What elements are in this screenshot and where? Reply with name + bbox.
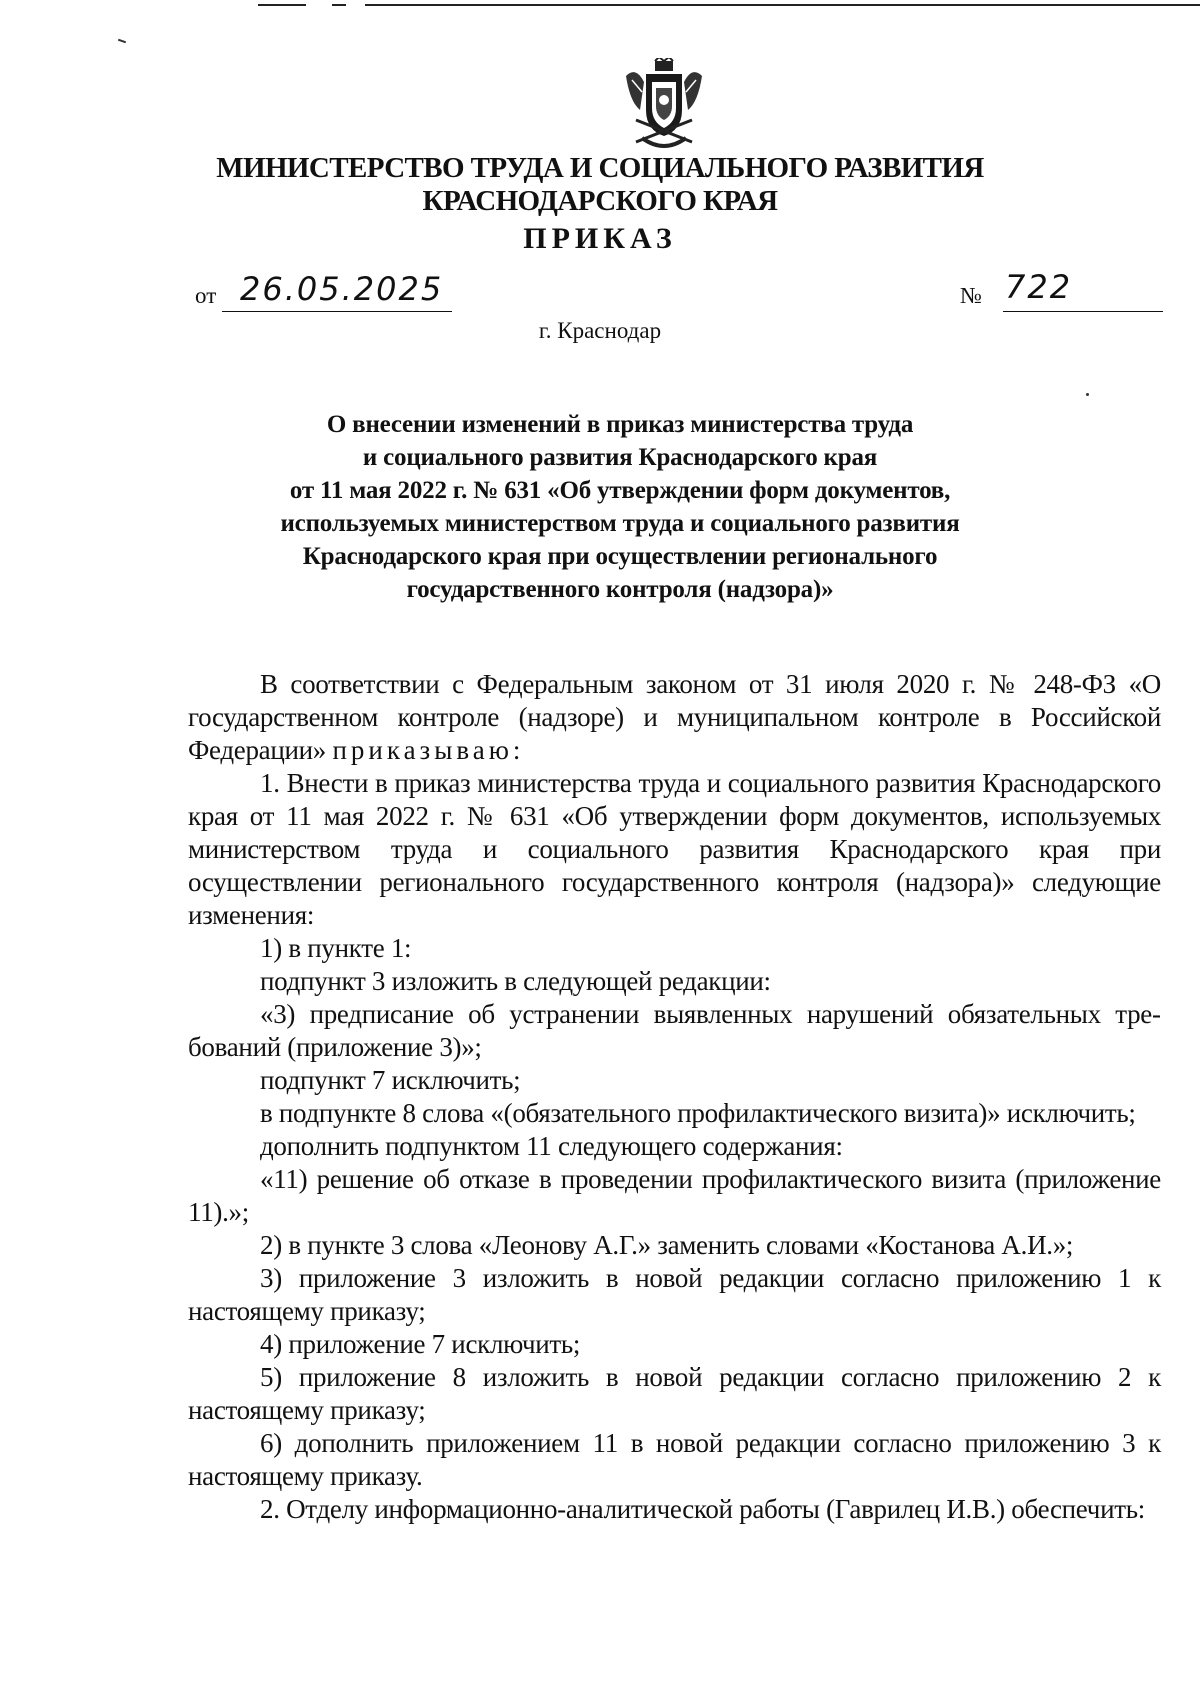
ministry-line: МИНИСТЕРСТВО ТРУДА И СОЦИАЛЬНОГО РАЗВИТИЯ xyxy=(216,152,984,184)
order-subject xyxy=(220,408,1020,606)
date-label: от xyxy=(195,283,217,308)
decree-word: приказываю: xyxy=(332,735,525,765)
ministry-region-line: КРАСНОДАРСКОГО КРАЯ xyxy=(422,185,778,217)
body-paragraph: «11) решение об отказе в проведении профилактического визита (приложение 11).»; xyxy=(188,1164,1161,1227)
scan-line-fragment xyxy=(258,4,306,6)
body-paragraph: 3) приложение 3 изложить в новой редакции согласно приложению 1 к настоящему приказу; xyxy=(188,1263,1161,1326)
body-paragraph: 4) приложение 7 исключить; xyxy=(260,1329,581,1359)
scan-dot xyxy=(1086,393,1089,396)
preamble-paragraph xyxy=(188,668,1161,767)
order-body xyxy=(188,668,1161,1526)
body-paragraph: подпункт 3 изложить в следующей редакции: xyxy=(260,966,771,996)
body-paragraph: 1) в пункте 1: xyxy=(260,933,412,963)
number-handwritten: 722 xyxy=(1005,268,1073,306)
ministry-name xyxy=(0,152,1200,218)
preamble-text: В соответствии с Федеральным законом от 31 июля 2020 г. № 248-ФЗ «О государственном контроле (надзоре) и муниципальном контроле в Российской Федерации» xyxy=(188,669,1161,765)
city: г. Краснодар xyxy=(538,318,662,343)
document-type-title: ПРИКАЗ xyxy=(523,222,677,255)
subject-line: государственного контроля (надзора)» xyxy=(406,576,834,603)
subject-line: от 11 мая 2022 г. № 631 «Об утверждении форм документов, xyxy=(289,477,951,504)
subject-line: и социального развития Краснодарского края xyxy=(362,444,878,471)
number-underline xyxy=(1003,311,1163,312)
scan-mark xyxy=(118,39,126,44)
number-label: № xyxy=(960,283,982,308)
body-paragraph: 6) дополнить приложением 11 в новой редакции согласно приложению 3 к настоящему приказу. xyxy=(188,1428,1161,1491)
body-paragraph: 5) приложение 8 изложить в новой редакции согласно приложению 2 к настоящему приказу; xyxy=(188,1362,1161,1425)
body-paragraph: в подпункте 8 слова «(обязательного профилактического визита)» исключить; xyxy=(260,1098,1136,1128)
body-paragraph: «3) предписание об устранении выявленных нарушений обязательных требований (приложение 3)»; xyxy=(188,999,1161,1062)
body-paragraph: 2. Отделу информационно-аналитической работы (Гаврилец И.В.) обеспечить: xyxy=(260,1494,1145,1524)
body-paragraph: 1. Внести в приказ министерства труда и социального развития Краснодарского края от 11 мая 2022 г. № 631 «Об утверждении форм документов, используемых министерством труда и социального развития Краснодарского края при осуществлении регионального государственного контроля (надзора)» следующие изменения: xyxy=(188,768,1161,930)
subject-line: О внесении изменений в приказ министерства труда xyxy=(326,411,914,438)
scan-line-fragment xyxy=(332,4,346,6)
subject-line: используемых министерством труда и социального развития xyxy=(280,510,960,537)
date-underline xyxy=(222,311,452,312)
date-handwritten: 26.05.2025 xyxy=(240,270,444,308)
body-paragraph: 2) в пункте 3 слова «Леонову А.Г.» заменить словами «Костанова А.И.»; xyxy=(260,1230,1074,1260)
scan-line-top xyxy=(365,4,1200,6)
subject-line: Краснодарского края при осуществлении регионального xyxy=(302,543,938,570)
coat-of-arms-icon xyxy=(622,58,706,152)
body-paragraph: дополнить подпунктом 11 следующего содержания: xyxy=(260,1131,843,1161)
body-paragraph: подпункт 7 исключить; xyxy=(260,1065,521,1095)
